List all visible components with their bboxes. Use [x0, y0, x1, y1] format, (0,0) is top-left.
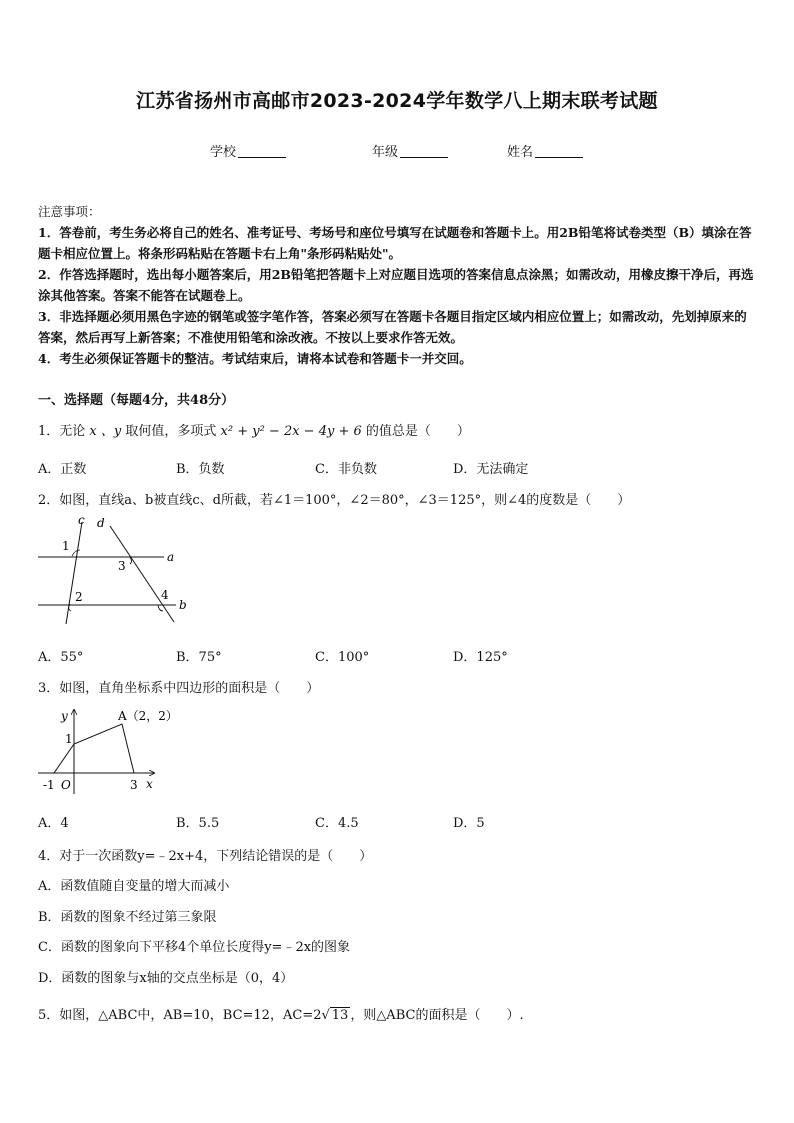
label-d: d [97, 516, 105, 530]
school-blank[interactable] [238, 145, 286, 158]
q4-option-a[interactable]: A．函数值随自变量的增大而减小 [38, 879, 230, 894]
q3-option-a[interactable]: A．4 [38, 816, 69, 831]
label-three: 3 [130, 778, 138, 792]
name-blank[interactable] [535, 145, 583, 158]
name-field[interactable] [507, 141, 583, 160]
name-label: 姓名 [507, 145, 534, 160]
label-point-a: A（2，2） [118, 709, 178, 723]
label-a: a [167, 550, 175, 564]
line-d [110, 526, 174, 622]
label-neg1: -1 [43, 778, 55, 792]
q3-option-b[interactable]: B．5.5 [176, 816, 220, 831]
q1-option-b[interactable]: B．负数 [176, 462, 225, 477]
q2-option-c[interactable]: C．100° [315, 650, 370, 665]
label-x: x [146, 777, 153, 791]
q3-option-d[interactable]: D．5 [453, 816, 485, 831]
label-angle-4: 4 [161, 588, 169, 602]
q5-suffix: ，则△ABC的面积是（ ）. [350, 1008, 524, 1023]
note-item: 2．作答选择题时，选出每小题答案后，用2B铅笔把答题卡上对应题目选项的答案信息点涂黑；如需改动，用橡皮擦干净后，再选涂其他答案。答案不能答在试题卷上。 [38, 267, 754, 303]
q1-polynomial: x² + y² − 2x − 4y + 6 [220, 424, 362, 439]
q1-prefix: 1．无论 [38, 424, 86, 439]
grade-blank[interactable] [400, 145, 448, 158]
notes-block [38, 201, 758, 369]
q1-vars: x 、y [89, 424, 122, 439]
question-2: 2．如图，直线a、b被直线c、d所截，若∠1＝100°，∠2＝80°，∠3＝125°，则∠4的度数是（ ） [38, 493, 631, 508]
section-heading: 一、选择题（每题4分，共48分） [38, 393, 235, 408]
q1-suffix: 的值总是（ ） [365, 424, 470, 439]
sqrt-sign: √ [321, 1008, 330, 1023]
q1-option-d[interactable]: D．无法确定 [453, 462, 529, 477]
angle-1-arc [72, 550, 80, 556]
q4-option-d[interactable]: D．函数的图象与x轴的交点坐标是（0，4） [38, 971, 294, 986]
q1-option-c[interactable]: C．非负数 [315, 462, 377, 477]
q4-option-b[interactable]: B．函数的图象不经过第三象限 [38, 910, 217, 925]
question-4: 4．对于一次函数y=﹣2x+4，下列结论错误的是（ ） [38, 849, 373, 864]
note-item: 4．考生必须保证答题卡的整洁。考试结束后，请将本试卷和答题卡一并交回。 [38, 351, 472, 366]
q3-figure [34, 704, 178, 796]
label-angle-2: 2 [75, 590, 83, 604]
page-title: 江苏省扬州市高邮市2023-2024学年数学八上期末联考试题 [136, 90, 658, 112]
question-3: 3．如图，直角坐标系中四边形的面积是（ ） [38, 681, 320, 696]
label-angle-1: 1 [62, 539, 70, 553]
label-origin: O [61, 778, 71, 792]
q1-middle: 取何值，多项式 [125, 424, 217, 439]
q5-prefix: 5．如图，△ABC中，AB=10，BC=12，AC= [38, 1008, 314, 1023]
grade-label: 年级 [372, 145, 399, 160]
line-c [66, 522, 82, 624]
question-1 [38, 420, 470, 439]
angle-4-arc [158, 605, 163, 611]
label-y: y [61, 709, 68, 723]
q5-coefficient: 2 [313, 1008, 322, 1023]
q3-option-c[interactable]: C．4.5 [315, 816, 359, 831]
q5-radicand: 13 [331, 1008, 349, 1023]
q2-option-d[interactable]: D．125° [453, 650, 508, 665]
question-5 [38, 1004, 524, 1023]
q2-option-a[interactable]: A．55° [38, 650, 84, 665]
school-label: 学校 [210, 145, 237, 160]
label-angle-3: 3 [118, 559, 126, 573]
label-c: c [78, 513, 85, 527]
q2-figure [34, 512, 194, 624]
school-field[interactable] [210, 141, 286, 160]
q1-option-a[interactable]: A．正数 [38, 462, 87, 477]
q4-option-c[interactable]: C．函数的图象向下平移4个单位长度得y=﹣2x的图象 [38, 940, 351, 955]
q2-option-b[interactable]: B．75° [176, 650, 222, 665]
grade-field[interactable] [372, 141, 448, 160]
notes-heading: 注意事项： [38, 204, 101, 219]
note-item: 3．非选择题必须用黑色字迹的钢笔或签字笔作答，答案必须写在答题卡各题目指定区域内相应位置上；如需改动，先划掉原来的答案，然后再写上新答案；不准使用铅笔和涂改液。不按以上要求作答无效。 [38, 309, 747, 345]
label-b: b [179, 598, 187, 612]
label-one: 1 [65, 732, 73, 746]
note-item: 1．答卷前，考生务必将自己的姓名、准考证号、考场号和座位号填写在试题卷和答题卡上。用2B铅笔将试卷类型（B）填涂在答题卡相应位置上。将条形码粘贴在答题卡右上角"条形码粘贴处"。 [38, 225, 752, 261]
